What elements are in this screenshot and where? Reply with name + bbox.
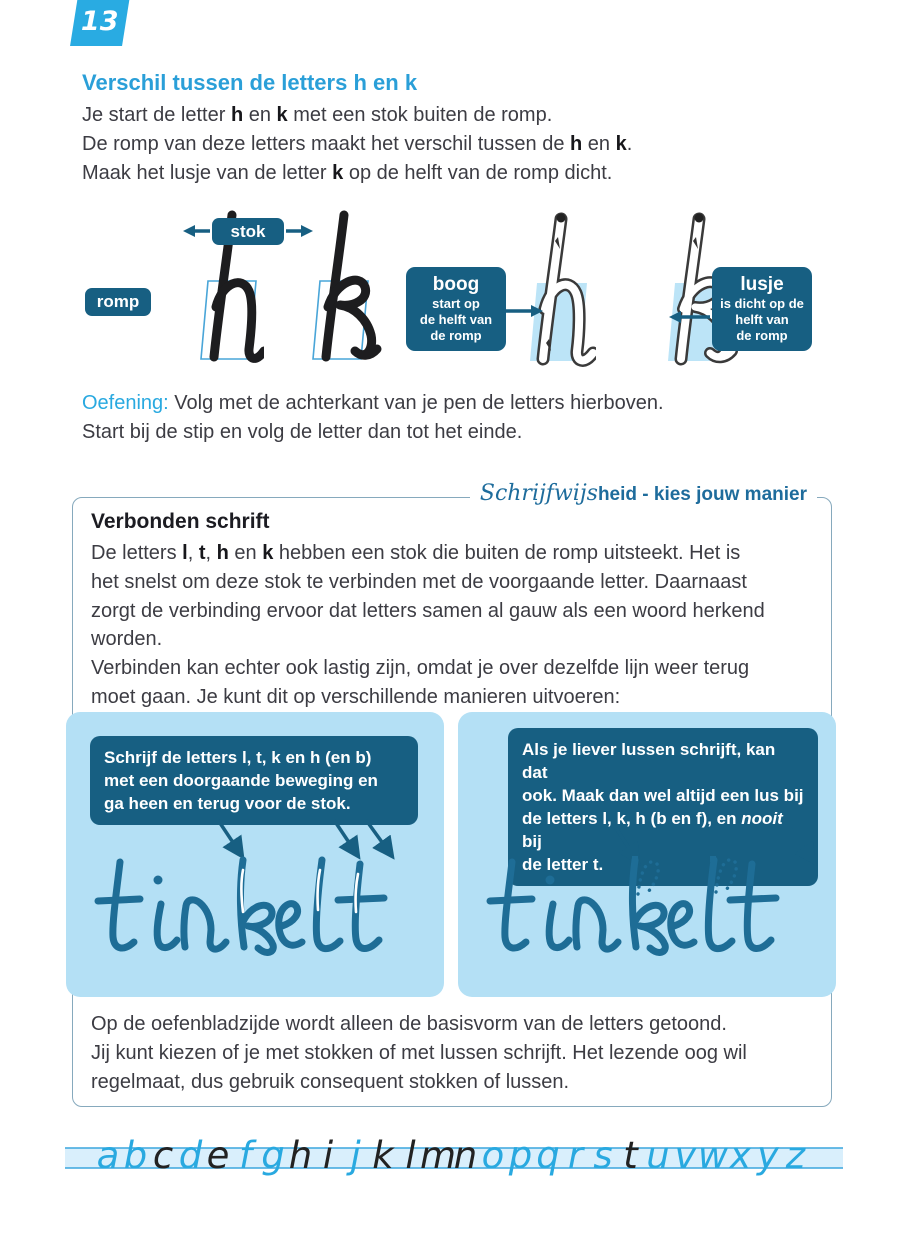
exercise-line1: Volg met de achterkant van je pen de letters hierboven.: [174, 392, 664, 414]
alphabet-letter-z: z: [785, 1134, 806, 1177]
alphabet-letter-r: r: [567, 1134, 584, 1177]
alphabet-letter-w: w: [697, 1134, 729, 1177]
alphabet-letter-s: s: [593, 1134, 613, 1177]
boog-callout: [406, 267, 506, 351]
exercise-line2: Start bij de stip en volg de letter dan tot het einde.: [82, 421, 523, 443]
alphabet-letter-t: t: [623, 1134, 638, 1177]
lusje-arrow: [664, 307, 712, 327]
alphabet-letter-h: h: [288, 1134, 313, 1177]
exercise-text: [82, 389, 664, 447]
alphabet-letter-l: l: [405, 1134, 416, 1177]
alphabet-letter-c: c: [152, 1134, 174, 1177]
alphabet-letter-j: j: [350, 1134, 361, 1177]
alphabet-letter-o: o: [481, 1134, 505, 1177]
alphabet-letter-f: f: [238, 1134, 253, 1177]
alphabet-letter-a: a: [96, 1134, 120, 1177]
alphabet-letter-e: e: [206, 1134, 230, 1177]
page-number: 13: [81, 5, 119, 37]
boog-arrow: [500, 301, 546, 321]
tab-rest: heid - kies jouw manier: [597, 484, 807, 505]
info-box-paragraph: De letters l, t, h en k hebben een stok die buiten de romp uitsteekt. Het is het snelst om deze stok te verbinden met de voorgaande letter. Daarnaast zorgt de verbinding ervoor dat letters samen al gauw als een woord herkend worden. Verbinden kan echter ook lastig zijn, omdat je over dezelfde lijn weer terug moet gaan. Je kunt dit op verschillende manieren uitvoeren:: [91, 542, 765, 708]
alphabet-strip: [0, 1118, 905, 1200]
tinkelt-stokken-word: [84, 840, 426, 990]
lussen-callout: Als je liever lussen schrijft, kan dat ook. Maak dan wel altijd een lus bij de letters l, k, h (b en f), en nooit bij de letter t.: [508, 728, 818, 886]
letter-h-traced: [500, 203, 596, 381]
tab-script-word: Schrijfwijs: [479, 481, 598, 506]
lusje-text: is dicht op de helft van de romp: [720, 296, 804, 343]
page-title: Verschil tussen de letters h en k: [82, 70, 418, 95]
alphabet-letter-n: n: [453, 1134, 478, 1177]
alphabet-letter-i: i: [322, 1134, 334, 1177]
lussen-panel: [458, 712, 836, 997]
intro-text: Je start de letter h en k met een stok buiten de romp. De romp van deze letters maakt het verschil tussen de h en k. Maak het lusje van de letter k op de helft van de romp dicht.: [82, 104, 633, 184]
alphabet-letter-q: q: [536, 1134, 560, 1177]
alphabet-letter-g: g: [261, 1134, 285, 1177]
alphabet-letter-b: b: [123, 1134, 148, 1177]
boog-text: start op de helft van de romp: [419, 296, 493, 343]
page-number-badge: [70, 0, 130, 46]
info-box-title: Verbonden schrift: [91, 510, 270, 533]
alphabet-letter-u: u: [646, 1134, 670, 1177]
stokken-callout: Schrijf de letters l, t, k en h (en b) met een doorgaande beweging en ga heen en terug voor de stok.: [90, 736, 418, 825]
info-box-tab: [470, 481, 817, 506]
exercise-label: Oefening:: [82, 392, 169, 414]
stokken-panel: [66, 712, 444, 997]
stok-label: stok: [212, 218, 284, 245]
boog-title: boog: [432, 274, 480, 295]
lusje-title: lusje: [740, 274, 784, 295]
alphabet-letter-y: y: [757, 1134, 779, 1177]
alphabet-letter-d: d: [178, 1134, 203, 1177]
alphabet-letter-m: m: [419, 1134, 457, 1177]
alphabet-letter-v: v: [674, 1134, 697, 1177]
alphabet-letter-x: x: [729, 1134, 752, 1177]
alphabet-letter-k: k: [372, 1134, 394, 1177]
romp-label: romp: [85, 288, 151, 316]
lusje-callout: [712, 267, 812, 351]
info-box-closing: Op de oefenbladzijde wordt alleen de basisvorm van de letters getoond. Jij kunt kiezen of je met stokken of met lussen schrijft. Het lezende oog wil regelmaat, dus gebruik consequent stokken of lussen.: [91, 1013, 747, 1093]
tinkelt-lussen-word: [476, 840, 818, 990]
alphabet-letter-p: p: [508, 1134, 533, 1177]
letter-diagram: [0, 195, 905, 390]
